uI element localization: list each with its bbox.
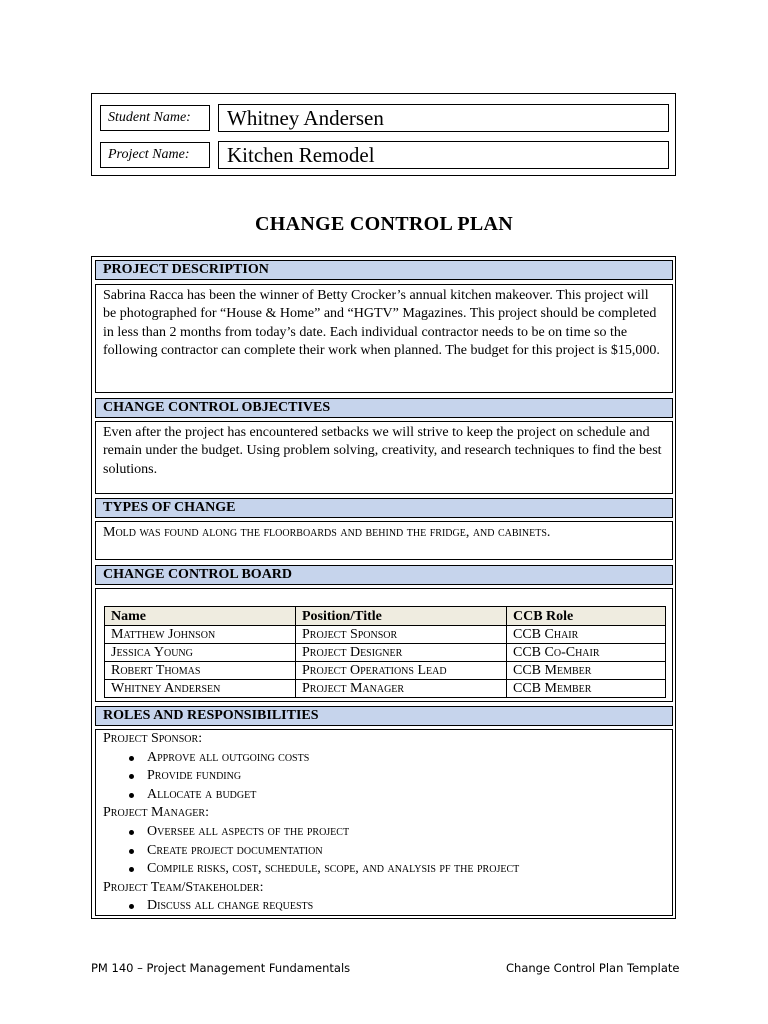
cell-position: Project Manager [296, 680, 507, 698]
role-title-sponsor: Project Sponsor: [103, 731, 203, 746]
cell-position: Project Operations Lead [296, 662, 507, 680]
column-header-name: Name [105, 607, 296, 626]
roles-body [95, 729, 673, 916]
cell-role: CCB Member [507, 662, 666, 680]
project-name-field[interactable]: Kitchen Remodel [218, 141, 669, 169]
list-item: Create project documentation [147, 842, 665, 861]
project-name-label: Project Name: [100, 142, 210, 168]
list-item: Compile risks, cost, schedule, scope, and analysis pf the project [147, 860, 665, 879]
role-title-manager: Project Manager: [103, 805, 209, 821]
document-title: CHANGE CONTROL PLAN [255, 213, 513, 235]
cell-name: Robert Thomas [105, 662, 296, 680]
table-row [105, 680, 666, 698]
role-title-team: Project Team/Stakeholder: [103, 879, 264, 895]
list-item: Provide funding [147, 767, 665, 786]
footer-course: PM 140 – Project Management Fundamentals [91, 961, 351, 975]
ccb-table [104, 606, 666, 698]
list-item: Allocate a budget [147, 786, 665, 805]
table-row [105, 662, 666, 680]
list-item: Approve all outgoing costs [147, 749, 665, 768]
cell-role: CCB Chair [507, 626, 666, 644]
footer-template: Change Control Plan Template [506, 961, 680, 975]
section-heading-objectives: CHANGE CONTROL OBJECTIVES [95, 398, 673, 418]
section-heading-roles: ROLES AND RESPONSIBILITIES [95, 706, 673, 726]
section-heading-description: PROJECT DESCRIPTION [95, 260, 673, 280]
student-name-label: Student Name: [100, 105, 210, 131]
objectives-text: Even after the project has encountered setbacks we will strive to keep the project on schedule and remain under the budget. Using problem solving, creativity, and research techniques to find the best solutions. [95, 421, 673, 494]
cell-position: Project Designer [296, 644, 507, 662]
section-heading-board: CHANGE CONTROL BOARD [95, 565, 673, 585]
types-text: Mold was found along the floorboards and behind the fridge, and cabinets. [95, 521, 673, 560]
column-header-role: CCB Role [507, 607, 666, 626]
table-header-row [105, 607, 666, 626]
column-header-position: Position/Title [296, 607, 507, 626]
description-text: Sabrina Racca has been the winner of Betty Crocker’s annual kitchen makeover. This project will be photographed for “House & Home” and “HGTV” Magazines. This project should be completed in less than 2 months from today’s date. Each individual contractor needs to be on time so the following contractor can complete their work when planned. The budget for this project is $15,000. [95, 284, 673, 393]
sponsor-responsibilities [103, 749, 665, 805]
student-info-box [91, 93, 676, 176]
cell-role: CCB Member [507, 680, 666, 698]
table-row [105, 626, 666, 644]
list-item: Oversee all aspects of the project [147, 823, 665, 842]
cell-name: Whitney Andersen [105, 680, 296, 698]
section-heading-types: TYPES OF CHANGE [95, 498, 673, 518]
cell-position: Project Sponsor [296, 626, 507, 644]
team-responsibilities [103, 897, 665, 916]
cell-role: CCB Co-Chair [507, 644, 666, 662]
manager-responsibilities [103, 823, 665, 879]
cell-name: Matthew Johnson [105, 626, 296, 644]
student-name-field[interactable]: Whitney Andersen [218, 104, 669, 132]
list-item: Discuss all change requests [147, 897, 665, 916]
table-row [105, 644, 666, 662]
cell-name: Jessica Young [105, 644, 296, 662]
